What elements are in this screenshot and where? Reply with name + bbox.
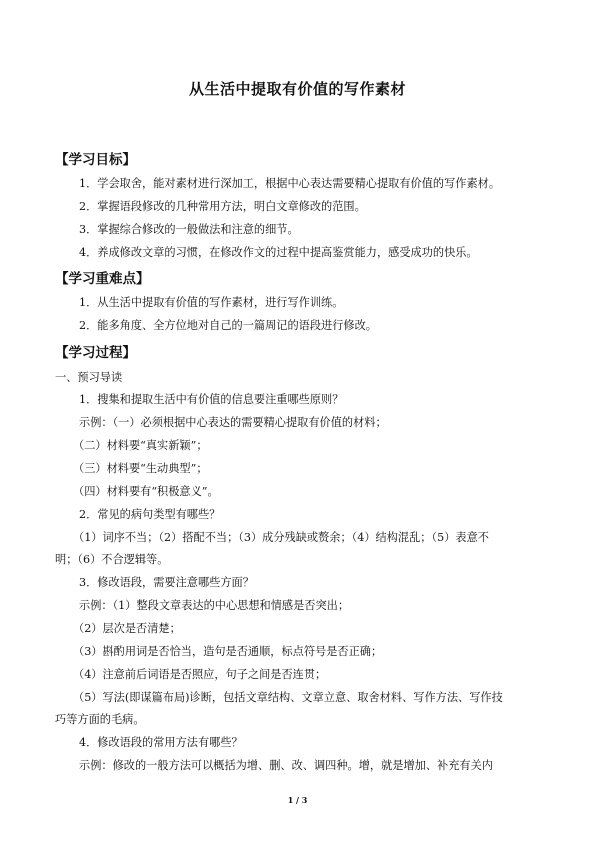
process-line: 示例：（1）整段文章表达的中心思想和情感是否突出； — [79, 599, 350, 612]
section-heading-process: 【学习过程】 — [55, 345, 136, 361]
process-line: 一、预习导读 — [55, 371, 123, 384]
key-point-item: 2．能多角度、全方位地对自己的一篇周记的语段进行修改。 — [79, 319, 377, 332]
goal-item: 1．学会取舍，能对素材进行深加工，根据中心表达需要精心提取有价值的写作素材。 — [79, 177, 501, 190]
process-line: 3．修改语段，需要注意哪些方面？ — [79, 576, 254, 589]
section-heading-goals: 【学习目标】 — [55, 152, 136, 168]
process-line: （4）注意前后词语是否照应，句子之间是否连贯； — [73, 668, 327, 681]
process-line: 4．修改语段的常用方法有哪些？ — [79, 736, 243, 749]
process-line: （2）层次是否清楚； — [73, 622, 181, 635]
process-line: （1）词序不当；（2）搭配不当；（3）成分残缺或赘余；（4）结构混乱；（5）表意不 — [73, 531, 489, 544]
document-title: 从生活中提取有价值的写作素材 — [188, 80, 406, 98]
process-line: （5）写法(即谋篇布局)诊断，包括文章结构、文章立意、取舍材料、写作方法、写作技 — [73, 691, 503, 704]
process-line: 2．常见的病句类型有哪些？ — [79, 508, 221, 521]
process-line: （二）材料要“真实新颖”； — [73, 439, 208, 452]
goal-item: 2．掌握语段修改的几种常用方法，明白文章修改的范围。 — [79, 200, 366, 213]
process-line: 明；（6）不合逻辑等。 — [55, 553, 169, 566]
goal-item: 4．养成修改文章的习惯，在修改作文的过程中提高鉴赏能力，感受成功的快乐。 — [79, 246, 478, 259]
process-line: 1．搜集和提取生活中有价值的信息要注重哪些原则？ — [79, 393, 344, 406]
process-line: 示例：（一）必须根据中心表达的需要精心提取有价值的材料； — [79, 416, 387, 429]
process-line: 巧等方面的毛病。 — [55, 713, 145, 726]
process-line: （三）材料要“生动典型”； — [73, 462, 208, 475]
process-line: （四）材料要有“积极意义”。 — [73, 485, 219, 498]
goal-item: 3．掌握综合修改的一般做法和注意的细节。 — [79, 223, 299, 236]
key-point-item: 1．从生活中提取有价值的写作素材，进行写作训练。 — [79, 296, 344, 309]
process-line: 示例：修改的一般方法可以概括为增、删、改、调四种。增，就是增加、补充有关内 — [79, 759, 493, 772]
process-line: （3）斟酌用词是否恰当，造句是否通顺，标点符号是否正确； — [73, 645, 383, 658]
page-number: 1 / 3 — [287, 795, 308, 805]
section-heading-key-points: 【学习重难点】 — [55, 271, 150, 287]
